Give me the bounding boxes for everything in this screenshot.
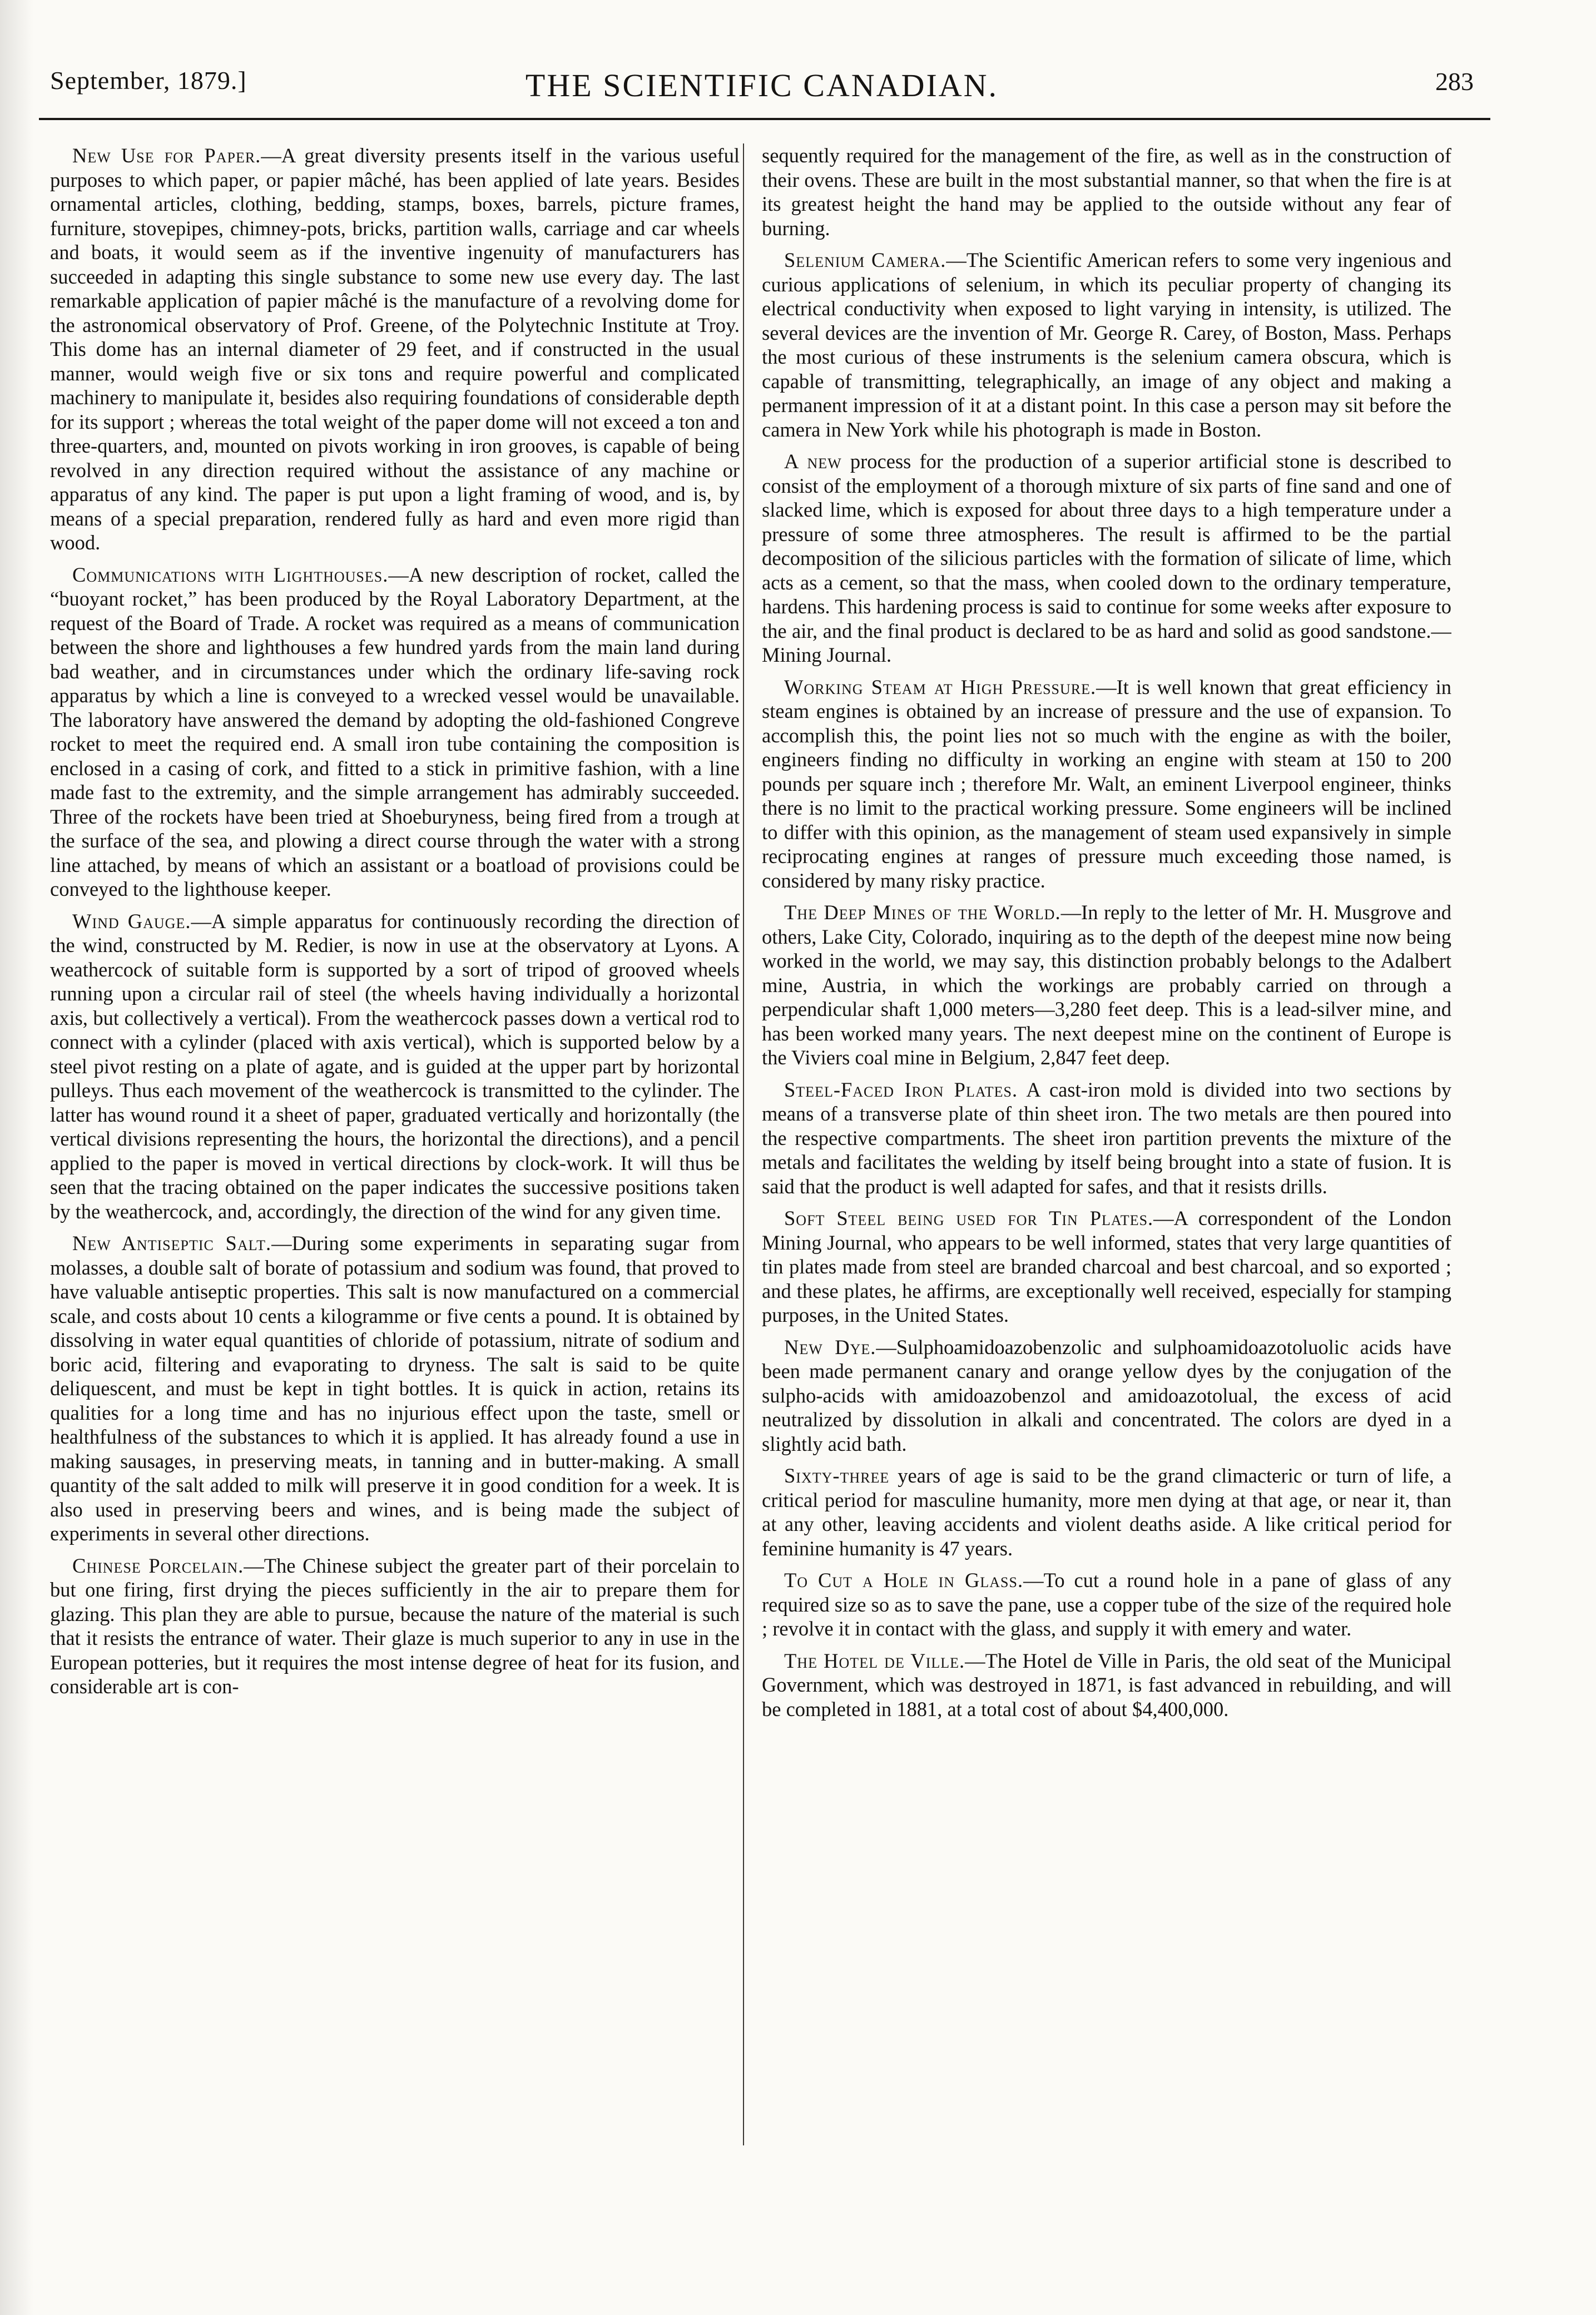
article-hotel-de-ville bbox=[762, 1649, 1451, 1722]
article-antiseptic-salt bbox=[50, 1231, 740, 1546]
article-body: —Sulphoamidoazobenzolic and sulphoamidoazotoluolic acids have been made permanent canary and orange yellow dyes by the conjugation of the sulpho-acids with amidoazobenzol and amidoazotolual, the excess of acid neutralized by dissolution in alkali and concentrated. The colors are dyed in a slightly acid bath. bbox=[762, 1335, 1451, 1455]
article-heading: New Use for Paper. bbox=[72, 144, 261, 167]
article-heading: New Dye. bbox=[784, 1335, 876, 1359]
article-steel-faced-plates bbox=[762, 1078, 1451, 1199]
column-divider bbox=[743, 143, 744, 2145]
issue-date: September, 1879.] bbox=[50, 66, 247, 95]
article-continuation bbox=[762, 143, 1451, 240]
article-artificial-stone bbox=[762, 449, 1451, 667]
publication-title: THE SCIENTIFIC CANADIAN. bbox=[525, 67, 999, 103]
article-body: A cast-iron mold is divided into two sections by means of a transverse plate of thin sheet iron. The two metals are then poured into the respective compartments. The sheet iron partition prevents the mixture of the metals and facilitates the welding by itself being brought into a state of fusion. It is said that the product is well adapted for safes, and that it resists drills. bbox=[762, 1078, 1451, 1198]
article-body: —To cut a round hole in a pane of glass of any required size so as to save the pane, use a copper tube of the size of the required hole ; revolve it in contact with the glass, and supply it with emery and water. bbox=[762, 1569, 1451, 1640]
article-wind-gauge bbox=[50, 909, 740, 1224]
page-number: 283 bbox=[1435, 67, 1474, 96]
article-cut-hole-in-glass bbox=[762, 1568, 1451, 1641]
article-heading: Working Steam at High Pressure. bbox=[784, 675, 1097, 698]
article-body: —The Hotel de Ville in Paris, the old seat of the Municipal Government, which was destroyed in 1871, is fast advanced in rebuilding, and will be completed in 1881, at a total cost of about $4,400,000. bbox=[762, 1649, 1451, 1721]
left-column bbox=[50, 143, 740, 2212]
article-new-dye bbox=[762, 1335, 1451, 1456]
article-heading: The Hotel de Ville. bbox=[784, 1649, 965, 1672]
article-heading: A new bbox=[784, 450, 842, 473]
article-body: —A new description of rocket, called the “buoyant rocket,” has been produced by the Royal Laboratory Department, at the request of the Board of Trade. A rocket was required as a means of communication between the shore and lighthouses a few hundred yards from the main land during bad weather, and in circumstances under which the ordinary life-saving rock apparatus by which a line is conveyed to a wrecked vessel would be unavailable. The laboratory have answered the demand by adopting the old-fashioned Congreve rocket to meet the required end. A small iron tube containing the composition is enclosed in a casing of cork, and fitted to a stick in primitive fashion, with a line made fast to the extremity, and the simple arrangement has admirably succeeded. Three of the rockets have been tried at Shoeburyness, being fired from a trough at the surface of the sea, and plowing a direct course through the water with a strong line attached, by means of which an assistant or a boatload of provisions could be conveyed to the lighthouse keeper. bbox=[50, 563, 740, 900]
article-body: —A correspondent of the London Mining Journal, who appears to be well informed, states that very large quantities of tin plates made from steel are branded charcoal and best charcoal, and so exported ; and these plates, he affirms, are exceptionally well received, especially for stamping purposes, in the United States. bbox=[762, 1207, 1451, 1326]
article-climacteric bbox=[762, 1464, 1451, 1560]
article-body: —It is well known that great efficiency in steam engines is obtained by an increase of pressure and the use of expansion. To accomplish this, the point lies not so much with the engine as with the boiler, engineers finding no difficulty in working an engine with steam at 150 to 200 pounds per square inch ; therefore Mr. Walt, an eminent Liverpool engineer, thinks there is no limit to the practical working pressure. Some engineers will be inclined to differ with this opinion, as the management of steam used expansively in simple reciprocating engines at ranges of pressure much exceeding those named, is considered by many risky practice. bbox=[762, 675, 1451, 892]
article-body: —During some experiments in separating sugar from molasses, a double salt of borate of potassium and sodium was found, that proved to have valuable antiseptic properties. This salt is now manufactured on a commercial scale, and costs about 10 cents a kilogramme or five cents a pound. It is obtained by dissolving in water equal quantities of chloride of potassium, nitrate of sodium and boric acid, filtering and evaporating to dryness. The salt is said to be quite deliquescent, and must be kept in tight bottles. It is quick in action, retains its qualities for a long time and has no injurious effect upon the taste, smell or healthfulness of the substances to which it is applied. It has already found a use in making sausages, in preserving meats, in tanning and in butter-making. A small quantity of the salt added to milk will preserve it in good condition for a week. It is also used in preserving beers and wines, and is being made the subject of experiments in several other directions. bbox=[50, 1232, 740, 1545]
article-selenium-camera bbox=[762, 248, 1451, 442]
article-body: process for the production of a superior artificial stone is described to consist of the employment of a thorough mixture of six parts of fine sand and one of slacked lime, which is exposed for about three days to a high temperature under a pressure of some three atmospheres. The result is affirmed to be the partial decomposition of the silicious particles with the formation of silicate of lime, which acts as a cement, so that the mass, when cooled down to the ordinary temperature, hardens. This hardening process is said to continue for some weeks after exposure to the air, and the final product is declared to be as hard and solid as good sandstone.—Mining Journal. bbox=[762, 450, 1451, 666]
article-heading: The Deep Mines of the World. bbox=[784, 901, 1061, 924]
right-column bbox=[762, 143, 1451, 2212]
article-body: —A simple apparatus for continuously recording the direction of the wind, constructed by M. Redier, is now in use at the observatory at Lyons. A weathercock of suitable form is supported by a sort of tripod of grooved wheels running upon a circular rail of steel (the wheels having individually a horizontal axis, but collectively a vertical). From the weathercock passes down a vertical rod to connect with a cylinder (placed with axis vertical), which is supported below by a steel pivot resting on a plate of agate, and is guided at the upper part by horizontal pulleys. Thus each movement of the weathercock is transmitted to the cylinder. The latter has wound round it a sheet of paper, graduated vertically and horizontally (the vertical divisions representing the hours, the horizontal the directions), and a pencil applied to the paper is moved in vertical directions by clock-work. It will thus be seen that the tracing obtained on the paper indicates the successive positions taken by the weathercock, and, accordingly, the direction of the wind for any given time. bbox=[50, 909, 740, 1223]
page-header bbox=[50, 66, 1474, 116]
article-body: —The Chinese subject the greater part of their porcelain to but one firing, first drying the pieces sufficiently in the air to prepare them for glazing. This plan they are able to pursue, because the nature of the material is such that it resists the entrance of water. Their glaze is much superior to any in use in the European potteries, but it requires the most intense degree of heat for its fusion, and considerable art is con- bbox=[50, 1554, 740, 1698]
header-rule bbox=[39, 118, 1490, 120]
article-heading: Selenium Camera. bbox=[784, 249, 946, 271]
article-steam-pressure bbox=[762, 675, 1451, 893]
article-body: years of age is said to be the grand climacteric or turn of life, a critical period for masculine humanity, more men dying at that age, or near it, than at any other, leaving accidents and violent deaths aside. A like critical period for feminine humanity is 47 years. bbox=[762, 1464, 1451, 1560]
article-heading: New Antiseptic Salt. bbox=[72, 1232, 272, 1255]
article-heading: Chinese Porcelain. bbox=[72, 1554, 244, 1577]
article-chinese-porcelain bbox=[50, 1554, 740, 1699]
article-lighthouses bbox=[50, 563, 740, 901]
article-body: sequently required for the management of the fire, as well as in the construction of their ovens. These are built in the most substantial manner, so that when the fire is at its greatest height the hand may be applied to the outside without any fear of burning. bbox=[762, 144, 1451, 240]
article-new-use-for-paper bbox=[50, 143, 740, 555]
article-heading: Steel-Faced Iron Plates. bbox=[784, 1078, 1018, 1101]
article-soft-steel-tin-plates bbox=[762, 1206, 1451, 1327]
article-body: —A great diversity presents itself in the various useful purposes to which paper, or papier mâché, has been applied of late years. Besides ornamental articles, clothing, bedding, stamps, boxes, barrels, picture frames, furniture, stovepipes, chimney-pots, bricks, partition walls, carriage and car wheels and boats, it would seem as if the inventive ingenuity of manufacturers has succeeded in adapting this single substance to some new use every day. The last remarkable application of papier mâché is the manufacture of a revolving dome for the astronomical observatory of Prof. Greene, of the Polytechnic Institute at Troy. This dome has an internal diameter of 29 feet, and if constructed in the usual manner, would weigh five or six tons and require powerful and complicated machinery to manipulate it, besides also requiring foundations of considerable depth for its support ; whereas the total weight of the paper dome will not exceed a ton and three-quarters, and, mounted on pivots working in iron grooves, is capable of being revolved in any direction required without the assistance of any machine or apparatus of any kind. The paper is put upon a light framing of wood, and is, by means of a special preparation, rendered fully as hard and even more rigid than wood. bbox=[50, 144, 740, 554]
article-heading: Soft Steel being used for Tin Plates. bbox=[784, 1207, 1154, 1230]
article-heading: Communications with Lighthouses. bbox=[72, 563, 389, 586]
article-body: —The Scientific American refers to some very ingenious and curious applications of selenium, in which its peculiar property of changing its electrical conductivity when exposed to light varying in intensity, is utilized. The several devices are the invention of Mr. George R. Carey, of Boston, Mass. Perhaps the most curious of these instruments is the selenium camera obscura, which is capable of transmitting, telegraphically, an image of any object and making a permanent impression of it at a distant point. In this case a person may sit before the camera in New York while his photograph is made in Boston. bbox=[762, 249, 1451, 441]
article-heading: Wind Gauge. bbox=[72, 909, 191, 933]
binding-shadow bbox=[0, 0, 33, 2315]
article-heading: To Cut a Hole in Glass. bbox=[784, 1569, 1024, 1592]
article-heading: Sixty-three bbox=[784, 1464, 890, 1487]
article-deep-mines bbox=[762, 900, 1451, 1070]
article-body: —In reply to the letter of Mr. H. Musgrove and others, Lake City, Colorado, inquiring as to the depth of the deepest mine now being worked in the world, we may say, this distinction probably belongs to the Adalbert mine, Austria, in which the workings are probably carried on through a perpendicular shaft 1,000 meters—3,280 feet deep. This is a lead-silver mine, and has been worked many years. The next deepest mine on the continent of Europe is the Viviers coal mine in Belgium, 2,847 feet deep. bbox=[762, 901, 1451, 1069]
